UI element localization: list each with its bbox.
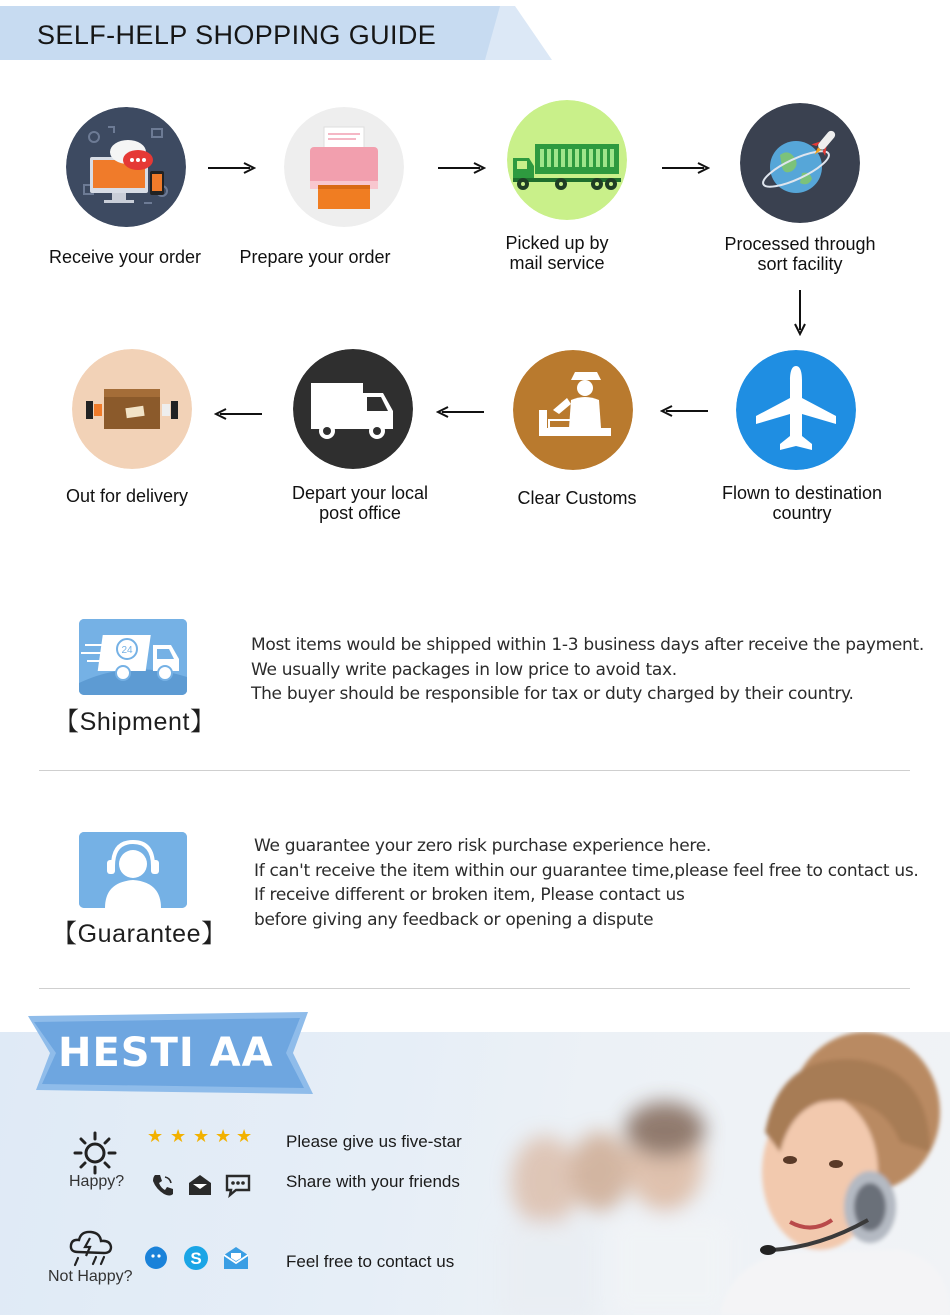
not-happy-label: Not Happy?: [48, 1268, 133, 1285]
computer-chat-icon: [66, 107, 186, 227]
email-icon[interactable]: [187, 1172, 213, 1198]
delivery-van-icon: [293, 349, 413, 469]
guarantee-title: 【Guarantee】: [52, 920, 227, 948]
five-star-text: Please give us five-star: [286, 1132, 462, 1151]
arrow-right-icon: [660, 161, 710, 175]
shipment-text: [251, 633, 924, 707]
svg-text:24: 24: [121, 645, 133, 656]
shipment-title: 【Shipment】: [54, 708, 216, 736]
step-label-flown: Flown to destination country: [721, 483, 883, 523]
guarantee-text: [254, 834, 919, 932]
mail-envelope-icon[interactable]: [222, 1245, 250, 1271]
section-divider: [39, 988, 910, 989]
happy-label: Happy?: [69, 1173, 125, 1190]
shipment-line: We usually write packages in low price to avoid tax.: [251, 659, 677, 680]
star-icon: ★: [236, 1126, 253, 1146]
rain-cloud-icon: [68, 1226, 116, 1270]
customs-officer-icon: [513, 350, 633, 470]
arrow-left-icon: [660, 404, 710, 418]
star-icon: ★: [193, 1126, 210, 1146]
parcel-box-icon: [72, 349, 192, 469]
page-title: SELF-HELP SHOPPING GUIDE: [37, 20, 437, 50]
arrow-left-icon: [436, 405, 486, 419]
star-icon: ★: [170, 1126, 187, 1146]
step-label-picked-up: Picked up by mail service: [505, 233, 609, 273]
freight-truck-icon: [507, 100, 627, 220]
messenger-icon[interactable]: [144, 1246, 168, 1270]
step-label-prepare: Prepare your order: [239, 247, 391, 267]
arrow-down-icon: [792, 288, 808, 336]
guarantee-line: If can't receive the item within our guarantee time,please feel free to contact us.: [254, 860, 919, 881]
arrow-right-icon: [436, 161, 486, 175]
arrow-left-icon: [214, 407, 264, 421]
shipment-line: The buyer should be responsible for tax or duty charged by their country.: [251, 684, 854, 704]
airplane-icon: [736, 350, 856, 470]
step-label-depart-post-office: Depart your local post office: [291, 483, 429, 523]
headset-support-icon: [79, 832, 187, 908]
brand-logo-text: HESTI AA: [58, 1030, 274, 1076]
arrow-right-icon: [206, 161, 256, 175]
svg-text:S: S: [190, 1249, 202, 1268]
star-icon: ★: [147, 1126, 164, 1146]
share-text: Share with your friends: [286, 1172, 460, 1191]
printer-icon: [284, 107, 404, 227]
globe-rocket-icon: [740, 103, 860, 223]
phone-icon[interactable]: [150, 1172, 176, 1198]
delivery-truck-24h-icon: [79, 619, 187, 695]
step-label-clear-customs: Clear Customs: [517, 488, 637, 508]
chat-icon[interactable]: [224, 1172, 252, 1198]
sun-icon: [72, 1130, 118, 1176]
step-label-processed: Processed through sort facility: [724, 234, 876, 274]
header-banner: [0, 6, 552, 60]
shipment-line: Most items would be shipped within 1-3 business days after receive the payment.: [251, 635, 924, 655]
step-label-receive: Receive your order: [48, 247, 202, 267]
guarantee-line: before giving any feedback or opening a dispute: [254, 909, 654, 930]
contact-us-text: Feel free to contact us: [286, 1252, 455, 1271]
star-icon: ★: [215, 1126, 232, 1146]
guarantee-line: If receive different or broken item, Please contact us: [254, 885, 685, 905]
guarantee-line: We guarantee your zero risk purchase experience here.: [254, 836, 711, 856]
skype-icon[interactable]: [183, 1245, 209, 1271]
section-divider: [39, 770, 910, 771]
step-label-out-for-delivery: Out for delivery: [65, 486, 189, 506]
